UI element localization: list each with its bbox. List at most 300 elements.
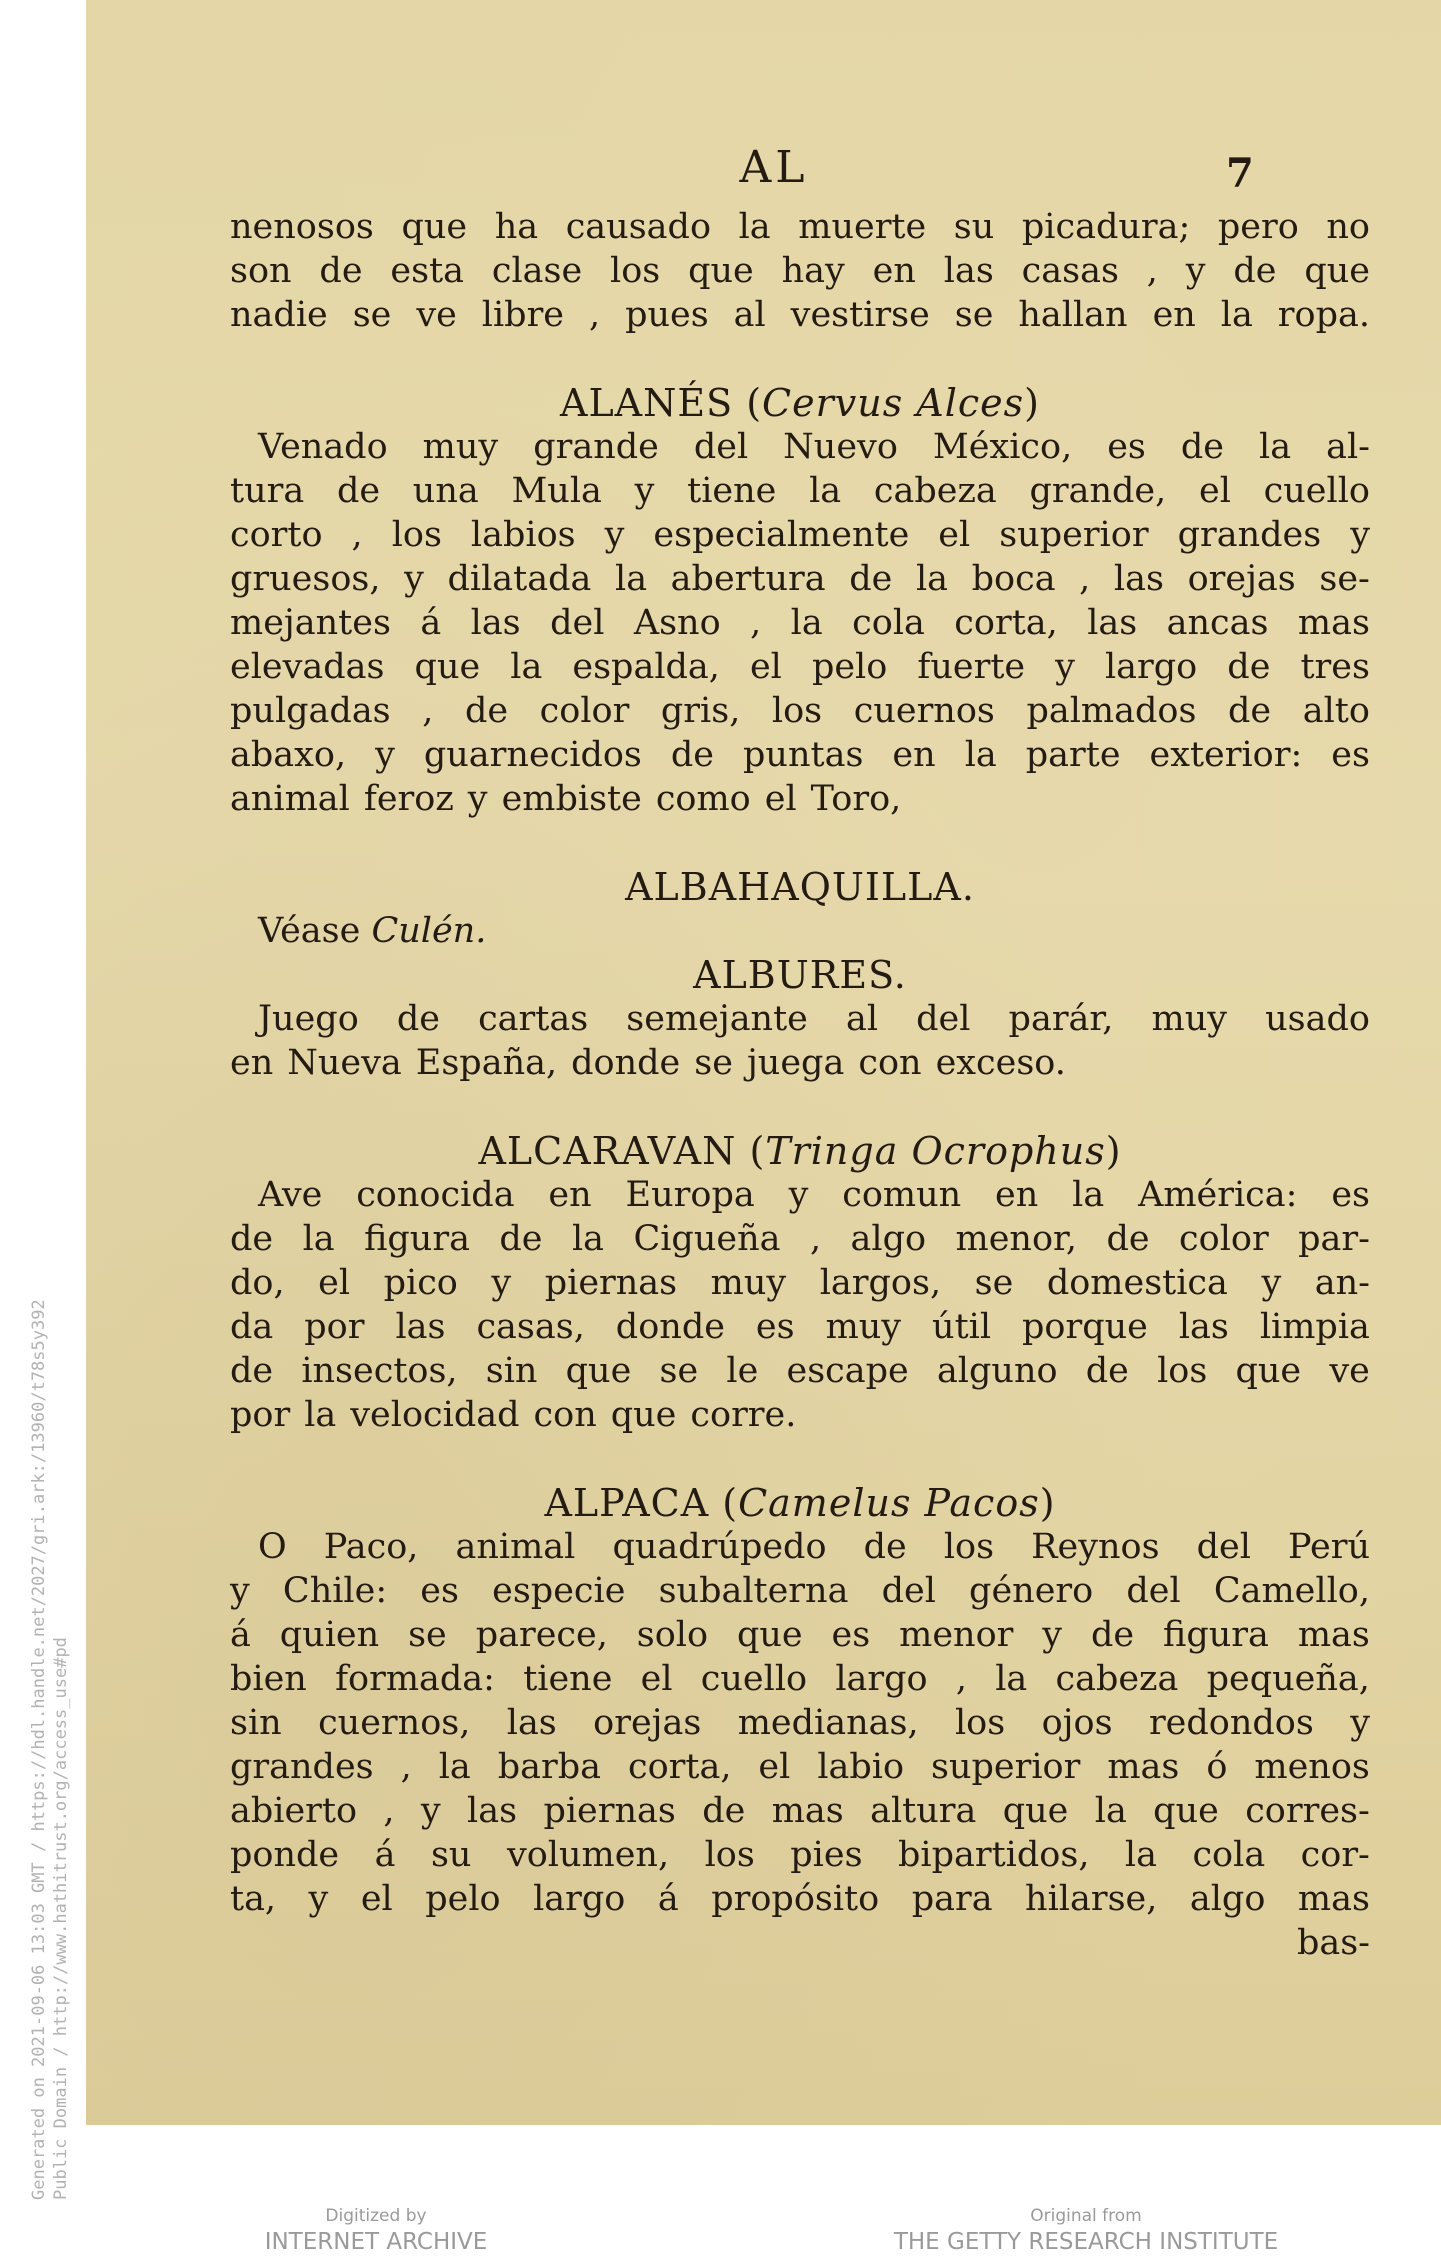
word: de [670, 735, 715, 775]
entry-headword: ALANÉS [560, 381, 734, 425]
word: mas [771, 1791, 844, 1831]
text-line [230, 205, 1370, 249]
word: ha [494, 207, 539, 247]
word: propósito [711, 1879, 880, 1919]
entry-heading [230, 381, 1370, 425]
word: elevadas [230, 647, 385, 687]
word: el [938, 515, 971, 555]
word: género [969, 1571, 1094, 1611]
word: clase [491, 251, 583, 291]
word: y [1055, 647, 1075, 687]
running-head: AL [739, 142, 809, 193]
word: cor- [1300, 1835, 1370, 1875]
word: los [954, 1703, 1006, 1743]
word: el [360, 1879, 393, 1919]
word: , [750, 603, 762, 643]
text-line [230, 1833, 1370, 1877]
word: de [1090, 1615, 1135, 1655]
word: domestica [1046, 1263, 1228, 1303]
word: de [849, 559, 893, 599]
text-line [230, 1657, 1370, 1701]
word: Venado [258, 427, 388, 467]
word: guarnecidos [423, 735, 642, 775]
stamp-text [28, 1299, 72, 2200]
see-reference: Culén. [371, 911, 487, 951]
word: labios [470, 515, 576, 555]
word: en [892, 735, 936, 775]
word: por [230, 1395, 291, 1435]
word: la [304, 1395, 337, 1435]
text-line [230, 1569, 1370, 1613]
word: la [1094, 1791, 1127, 1831]
word: muerte [798, 207, 927, 247]
word: corta, [627, 1747, 732, 1787]
getty-label: THE GETTY RESEARCH INSTITUTE [893, 2229, 1279, 2255]
word: Camello, [1213, 1571, 1370, 1611]
word: puntas [743, 735, 864, 775]
word: figura [1163, 1615, 1269, 1655]
word: corto [230, 515, 323, 555]
word: superior [931, 1747, 1081, 1787]
text-line [230, 557, 1370, 601]
word: y [375, 735, 395, 775]
word: la [1220, 295, 1253, 335]
word: ve [416, 295, 457, 335]
paren-open: ( [709, 1481, 739, 1525]
word: á [374, 1835, 396, 1875]
word: del [881, 1571, 936, 1611]
word: ve [1329, 1351, 1370, 1391]
text-line [230, 1393, 1370, 1437]
word: las [395, 1307, 446, 1347]
word: largos, [819, 1263, 942, 1303]
word: la [571, 1219, 605, 1259]
word: menor, [955, 1219, 1078, 1259]
word: que [414, 647, 481, 687]
word: corre. [690, 1395, 797, 1435]
word: cuernos, [318, 1703, 471, 1743]
text-line [230, 1349, 1370, 1393]
word: de [230, 1219, 274, 1259]
word: con [858, 1043, 922, 1083]
word: y [788, 1175, 809, 1215]
word: á [657, 1879, 679, 1919]
word: América: [1138, 1175, 1298, 1215]
word: y [1350, 1703, 1370, 1743]
entry-headword: ALCARAVAN [478, 1129, 737, 1173]
page-text [230, 205, 1370, 1965]
word: muy [422, 427, 499, 467]
word: es [831, 1615, 871, 1655]
stamp-line-license: Public Domain / http://www.hathitrust.org/access_use#pd [51, 1637, 71, 2200]
word: , [588, 295, 601, 335]
text-line [230, 425, 1370, 469]
word: España, [415, 1043, 558, 1083]
text-line [230, 997, 1370, 1041]
word: gris, [660, 691, 741, 731]
word: exceso. [935, 1043, 1066, 1083]
word: que [736, 1615, 803, 1655]
word: de [702, 1791, 746, 1831]
word: cabeza [1055, 1659, 1179, 1699]
word: ojos [1041, 1703, 1113, 1743]
text-line [230, 469, 1370, 513]
word: el [764, 779, 797, 819]
word: animal [455, 1527, 576, 1567]
word: hilarse, [1025, 1879, 1158, 1919]
word: ta, [230, 1879, 277, 1919]
word: se [954, 295, 994, 335]
word: Ave [258, 1175, 323, 1215]
text-line [230, 733, 1370, 777]
word: su [430, 1835, 472, 1875]
word: de [1180, 427, 1225, 467]
word: an- [1314, 1263, 1370, 1303]
word: de [1106, 1219, 1150, 1259]
word: sin [230, 1703, 282, 1743]
word: y [420, 1791, 441, 1831]
word: pequeña, [1206, 1659, 1370, 1699]
original-from [866, 2205, 1306, 2257]
word: cartas [478, 999, 589, 1039]
word: la [809, 471, 842, 511]
word: Reynos [1031, 1527, 1160, 1567]
entry-gap [230, 337, 1370, 381]
word: el [749, 647, 782, 687]
word: , [351, 515, 363, 555]
word: mas [1297, 1879, 1370, 1919]
word: ó [1206, 1747, 1228, 1787]
word: tres [1300, 647, 1370, 687]
text-line [230, 645, 1370, 689]
word: mas [1297, 1615, 1370, 1655]
word: Nueva [287, 1043, 402, 1083]
word: orejas [593, 1703, 702, 1743]
word: el [758, 1747, 791, 1787]
word: la [1124, 1835, 1157, 1875]
word: especialmente [653, 515, 910, 555]
word: Juego [258, 999, 359, 1039]
text-line [230, 1305, 1370, 1349]
word: vestirse [790, 295, 930, 335]
word: para [911, 1879, 993, 1919]
word: Mula [511, 471, 602, 511]
word: semejante [626, 999, 808, 1039]
word: , [422, 691, 434, 731]
paren-open: ( [733, 381, 763, 425]
text-line [230, 601, 1370, 645]
word: México, [932, 427, 1073, 467]
word: y [404, 559, 424, 599]
word: mas [1297, 603, 1370, 643]
word: y [467, 779, 488, 819]
word: comun [842, 1175, 962, 1215]
footer [86, 2125, 1441, 2255]
word: grande [533, 427, 659, 467]
word: no [1326, 207, 1370, 247]
word: su [953, 207, 995, 247]
word: tiene [523, 1659, 613, 1699]
word: del [550, 603, 605, 643]
word: el [1199, 471, 1231, 511]
word: pelo [811, 647, 888, 687]
word: limpia [1259, 1307, 1370, 1347]
word: del [1126, 1571, 1181, 1611]
word: las [506, 1703, 557, 1743]
stamp-line-generated: Generated on 2021-09-06 13:03 GMT / https://hdl.handle.net/2027/gri.ark:/13960/t78s5y392 [29, 1299, 49, 2200]
word: barba [497, 1747, 602, 1787]
word: en [995, 1175, 1039, 1215]
word: á [420, 603, 442, 643]
word: largo [533, 1879, 626, 1919]
word: y [308, 1879, 329, 1919]
word: útil [932, 1307, 992, 1347]
entry-gap [230, 821, 1370, 865]
word: palmados [1026, 691, 1197, 731]
word: al- [1326, 427, 1370, 467]
word: solo [636, 1615, 709, 1655]
entry-gap [230, 1085, 1370, 1129]
word: que [1304, 251, 1370, 291]
word: el [318, 1263, 351, 1303]
word: es [1331, 735, 1370, 775]
word: feroz [363, 779, 454, 819]
word: la [1072, 1175, 1105, 1215]
word: y [491, 1263, 512, 1303]
word: pico [383, 1263, 458, 1303]
word: par- [1298, 1219, 1370, 1259]
word: y [230, 1571, 250, 1611]
word: grandes [1177, 515, 1322, 555]
word: se [352, 295, 392, 335]
text-line [230, 249, 1370, 293]
text-line [230, 689, 1370, 733]
word: y [1261, 1263, 1282, 1303]
word: esta [390, 251, 464, 291]
word: á [230, 1615, 251, 1655]
word: los [771, 691, 823, 731]
word: menos [1254, 1747, 1370, 1787]
word: , [955, 1659, 967, 1699]
paren-open: ( [736, 1129, 766, 1173]
latin-name: Tringa Ocrophus [765, 1129, 1106, 1173]
word: la [438, 1747, 471, 1787]
word: de [230, 1351, 274, 1391]
word: velocidad [350, 1395, 520, 1435]
latin-name: Cervus Alces [762, 381, 1025, 425]
word: en [548, 1175, 592, 1215]
word: alto [1302, 691, 1370, 731]
word: usado [1265, 999, 1370, 1039]
word: Perú [1288, 1527, 1370, 1567]
entry-heading [230, 953, 1370, 997]
word: las [1087, 603, 1138, 643]
word: la [302, 1219, 335, 1259]
word: de [464, 691, 509, 731]
word: el [640, 1659, 673, 1699]
word: tiene [687, 471, 777, 511]
paren-close: ) [1024, 381, 1040, 425]
text-line [230, 777, 1370, 821]
word: parár, [1008, 999, 1114, 1039]
word: en [1152, 295, 1196, 335]
word: los [704, 1835, 755, 1875]
word: que [401, 207, 468, 247]
word: y [634, 471, 655, 511]
word: alguno [936, 1351, 1058, 1391]
word: color [1179, 1219, 1269, 1259]
word: las [470, 603, 521, 643]
word: los [943, 1527, 995, 1567]
word: ropa. [1277, 295, 1370, 335]
word: gruesos, [230, 559, 381, 599]
word: en [230, 1043, 274, 1083]
word: de [1227, 647, 1271, 687]
word: altura [870, 1791, 977, 1831]
word: de [1233, 251, 1277, 291]
word: es [420, 1571, 459, 1611]
word: color [539, 691, 630, 731]
word: labio [817, 1747, 905, 1787]
text-line [230, 1525, 1370, 1569]
latin-name: Camelus Pacos [738, 1481, 1040, 1525]
text-line [230, 293, 1370, 337]
word: formada: [335, 1659, 495, 1699]
cross-reference [230, 909, 1370, 953]
word: al [733, 295, 766, 335]
word: cuernos [853, 691, 995, 731]
word: causado [565, 207, 712, 247]
word: la [790, 603, 823, 643]
word: corta, [954, 603, 1058, 643]
word: de [319, 251, 363, 291]
word: muy [710, 1263, 787, 1303]
word: que [610, 1395, 677, 1435]
word: mas [1107, 1747, 1180, 1787]
entry-headword: ALBAHAQUILLA. [625, 865, 975, 909]
text-line [230, 1041, 1370, 1085]
word: Nuevo [783, 427, 898, 467]
text-line [230, 1789, 1370, 1833]
word: donde [571, 1043, 681, 1083]
word: de [863, 1527, 907, 1567]
word: que [565, 1351, 632, 1391]
word: del [693, 427, 749, 467]
word: tura [230, 471, 305, 511]
word: dilatada [447, 559, 592, 599]
word: una [412, 471, 479, 511]
word: orejas [1187, 559, 1296, 599]
word: y [604, 515, 625, 555]
word: de [1228, 691, 1272, 731]
word: los [610, 251, 661, 291]
word: del [1196, 1527, 1251, 1567]
word: quien [279, 1615, 380, 1655]
word: la [964, 735, 997, 775]
word: pies [790, 1835, 863, 1875]
word: de [499, 1219, 543, 1259]
text-line [230, 513, 1370, 557]
word: cuello [700, 1659, 808, 1699]
word: Toro, [810, 779, 902, 819]
word: pero [1217, 207, 1299, 247]
word: Paco, [323, 1527, 419, 1567]
word: nenosos [230, 207, 374, 247]
word: casas, [476, 1307, 585, 1347]
word: medianas, [737, 1703, 919, 1743]
word: muy [1151, 999, 1228, 1039]
hathitrust-stamp [0, 0, 86, 2255]
word: grandes [230, 1747, 374, 1787]
word: grande, [1029, 471, 1167, 511]
word: que [1235, 1351, 1302, 1391]
word: las [1113, 559, 1164, 599]
word: se- [1319, 559, 1370, 599]
word: la [995, 1659, 1028, 1699]
word: fuerte [917, 647, 1026, 687]
word: pues [625, 295, 709, 335]
word: y [1042, 1615, 1063, 1655]
word: exterior: [1149, 735, 1303, 775]
original-from-label: Original from [1030, 2206, 1142, 2226]
word: la [915, 559, 948, 599]
word: cola [852, 603, 925, 643]
entry-heading [230, 865, 1370, 909]
word: , [1146, 251, 1158, 291]
internet-archive-label: INTERNET ARCHIVE [264, 2229, 488, 2255]
word: piernas [544, 1263, 678, 1303]
word: largo [1104, 647, 1198, 687]
word: porque [1022, 1307, 1148, 1347]
word: animal [230, 779, 350, 819]
word: , [400, 1747, 412, 1787]
word: embiste [501, 779, 642, 819]
word: hay [781, 251, 845, 291]
word: bipartidos, [898, 1835, 1090, 1875]
word: la [1259, 427, 1292, 467]
text-line [230, 1217, 1370, 1261]
word: ancas [1166, 603, 1269, 643]
entry-heading [230, 1129, 1370, 1173]
word: se [974, 1263, 1014, 1303]
word: por [304, 1307, 365, 1347]
word: abierto [230, 1791, 358, 1831]
text-line [230, 1261, 1370, 1305]
word: muy [825, 1307, 902, 1347]
word: de [336, 471, 381, 511]
entry-headword: ALBURES. [693, 953, 907, 997]
word: se [694, 1043, 733, 1083]
word: figura [364, 1219, 470, 1259]
text-line [230, 1173, 1370, 1217]
word: al [845, 999, 879, 1039]
word: do, [230, 1263, 285, 1303]
word: volumen, [506, 1835, 670, 1875]
word: nadie [230, 295, 328, 335]
word: las [943, 251, 994, 291]
digitized-by [206, 2205, 546, 2257]
word: en [872, 251, 916, 291]
word: pelo [425, 1879, 501, 1919]
catchword: bas- [1296, 1923, 1370, 1963]
word: la [615, 559, 648, 599]
word: redondos [1148, 1703, 1314, 1743]
word: casas [1021, 251, 1119, 291]
word: menor [899, 1615, 1014, 1655]
word: mejantes [230, 603, 391, 643]
word: las [467, 1791, 518, 1831]
word: con [533, 1395, 597, 1435]
